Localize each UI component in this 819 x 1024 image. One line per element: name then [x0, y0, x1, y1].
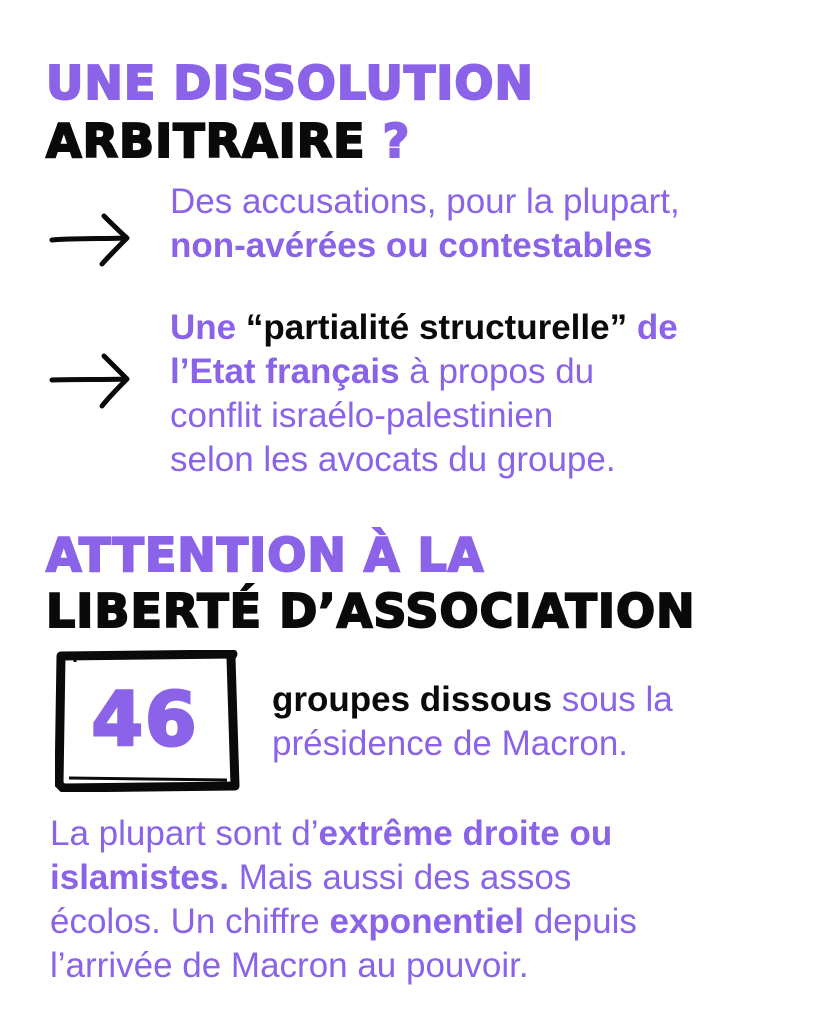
section1-title-line2 — [46, 114, 411, 168]
para-line3-a: écolos. Un chiffre — [50, 902, 330, 941]
para-line1-b: extrême droite ou — [318, 814, 613, 853]
stat-line1-a: groupes dissous — [272, 680, 553, 719]
arrow-right-icon — [48, 208, 132, 268]
stat-number: 46 — [91, 677, 199, 763]
bullet1-line1: Des accusations, pour la plupart, — [170, 182, 680, 221]
para-line4: l’arrivée de Macron au pouvoir. — [50, 946, 529, 985]
question-mark: ? — [382, 114, 411, 168]
stat-line1-b: sous la — [552, 680, 673, 719]
bullet2-line1-c: de — [627, 308, 678, 347]
bullet2-line2-b: à propos du — [399, 352, 595, 391]
arrow-right-icon — [48, 350, 132, 410]
para-line1-a: La plupart sont d’ — [50, 814, 319, 853]
bullet2-line1-b: “partialité structurelle” — [245, 308, 628, 347]
bullet-accusations — [170, 180, 680, 268]
section2-title-line1: ATTENTION À LA — [46, 528, 485, 582]
stat-line2: présidence de Macron. — [272, 724, 629, 763]
para-line3-c: depuis — [523, 902, 637, 941]
stat-description — [272, 678, 673, 766]
bullet-partialite — [170, 306, 678, 482]
bullet2-line2-a: l’Etat français — [170, 352, 400, 391]
section2-title-line2: LIBERTÉ D’ASSOCIATION — [46, 584, 696, 638]
bullet2-line3: conflit israélo-palestinien — [170, 396, 554, 435]
para-line2-b: Mais aussi des assos — [229, 858, 572, 897]
bullet2-line4: selon les avocats du groupe. — [170, 440, 616, 479]
para-line2-a: islamistes. — [50, 858, 229, 897]
section1-title-line1: UNE DISSOLUTION — [46, 56, 535, 110]
para-line3-b: exponentiel — [329, 902, 524, 941]
bullet2-line1-a: Une — [170, 308, 246, 347]
closing-paragraph — [50, 812, 637, 988]
section1-title-text: ARBITRAIRE — [46, 114, 383, 168]
bullet1-line2: non-avérées ou contestables — [170, 226, 653, 265]
